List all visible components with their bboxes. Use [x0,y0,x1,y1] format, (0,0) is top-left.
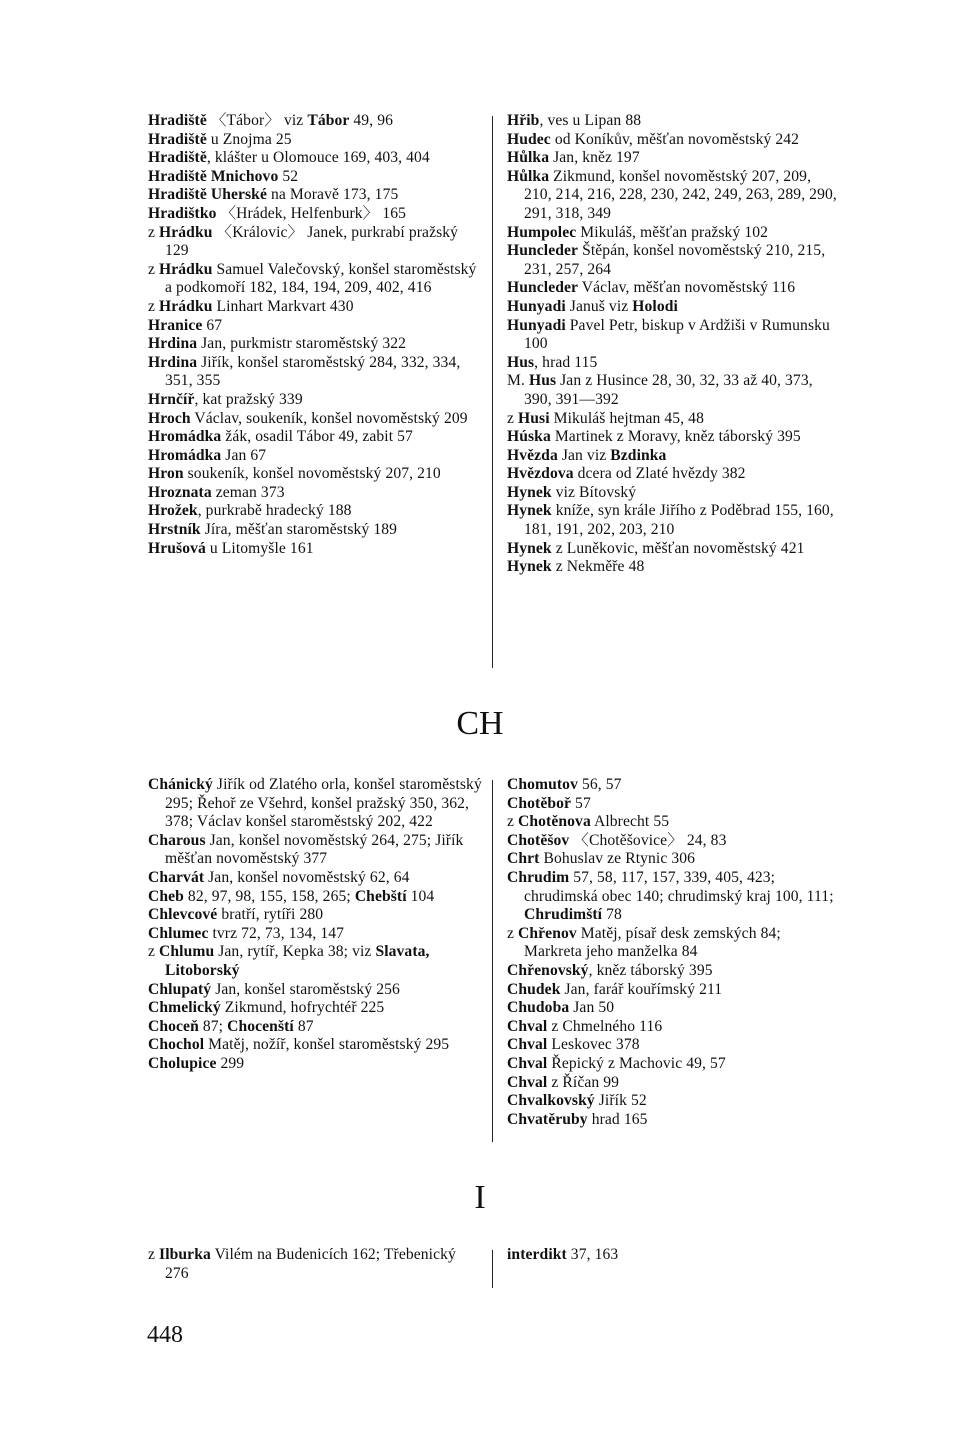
entry-headword: Charous [148,831,206,849]
entry-headword: Chocenští [227,1017,294,1035]
index-entry [148,832,482,869]
index-entry [507,1055,841,1074]
entry-headword: Chrudimští [524,906,603,924]
index-entry [148,1055,482,1074]
entry-text: Linhart Markvart 430 [212,297,354,315]
entry-text: z [148,223,160,241]
entry-headword: Chval [507,1017,548,1035]
index-entry [148,888,482,907]
index-entry [507,242,841,279]
index-entry [507,869,841,925]
entry-text: , ves u Lipan 88 [539,112,642,129]
entry-text: Jiřík od Zlatého orla, konšel staroměstský 295; Řehoř ze Všehrd, konšel pražský 350, 362, 378; Václav konšel staroměstský 202, 422 [165,776,482,831]
index-entry [507,850,841,869]
entry-text: tvrz 72, 73, 134, 147 [208,924,345,942]
entry-headword: Hradištko [148,204,217,222]
index-entry [148,447,482,466]
entry-text: viz Bítovský [551,483,637,501]
index-entry [148,521,482,540]
entry-text: , kněz táborský 395 [588,961,713,979]
entry-text: Jiřík, konšel staroměstský 284, 332, 334, 351, 355 [165,353,461,390]
index-entry [507,813,841,832]
entry-headword: Hroznata [148,483,212,501]
entry-text: 56, 57 [577,776,622,793]
index-entry [507,168,841,224]
column-divider-i [492,1250,493,1288]
index-entry [507,447,841,466]
entry-text: hrad 165 [587,1110,648,1128]
entry-headword: Chmelický [148,999,221,1017]
entry-headword: Chval [507,1054,548,1072]
entry-headword: Slavata, Litoborský [165,943,430,979]
entry-headword: Chval [507,1036,548,1054]
entry-text: Leskovec 378 [547,1036,640,1054]
entry-text: , kat pražský 339 [194,390,303,408]
index-entry [507,112,841,131]
entry-text: kníže, syn krále Jiřího z Poděbrad 155, 160, 181, 191, 202, 203, 210 [524,502,834,539]
entry-text: žák, osadil Tábor 49, zabit 57 [221,428,413,446]
entry-headword: Chrt [507,850,540,868]
entry-text: z [507,409,519,427]
entry-headword: Hrádku [159,223,213,241]
index-entry [148,776,482,832]
entry-headword: Charvát [148,868,205,886]
entry-headword: Chudek [507,980,561,998]
entry-headword: Hradiště [148,112,207,129]
entry-text: Jan, farář kouřímský 211 [560,980,723,998]
index-column-i-left [148,1246,482,1283]
entry-text: 87 [293,1017,314,1035]
entry-text: 〈Tábor〉 viz [206,112,308,129]
index-column-h-left [148,112,482,558]
entry-text: u Znojma 25 [206,130,292,148]
entry-text: 82, 97, 98, 155, 158, 265; [183,887,355,905]
entry-text: 49, 96 [349,112,393,129]
index-entry [507,502,841,539]
entry-headword: Cheb [148,887,184,905]
entry-text: Štěpán, konšel novoměstský 210, 215, 231, 257, 264 [524,242,826,278]
entry-text: Zikmund, konšel novoměstský 207, 209, 210, 214, 216, 228, 230, 242, 249, 263, 289, 290, 291, 318, 349 [524,167,837,222]
index-entry [148,298,482,317]
entry-text: Januš viz [565,297,633,315]
entry-text: Mikuláš, měšťan pražský 102 [576,223,769,241]
entry-headword: Husi [518,409,550,427]
entry-headword: Hůlka [507,149,550,167]
index-entry [507,465,841,484]
entry-text: z [148,297,160,315]
entry-headword: Cholupice [148,1054,217,1072]
entry-headword: Hynek [507,558,552,576]
index-entry [507,410,841,429]
entry-headword: Chřenov [518,924,577,942]
entry-text: dcera od Zlaté hvězdy 382 [573,465,746,483]
entry-headword: Hradiště Mnichovo [148,167,279,185]
index-entry [507,925,841,962]
entry-headword: Húska [507,428,551,446]
entry-headword: Humpolec [507,223,577,241]
entry-headword: Huncleder [507,279,579,297]
entry-text: 78 [602,906,622,924]
entry-text: z Chmelného 116 [547,1017,663,1035]
entry-headword: Hynek [507,539,552,557]
entry-text: 〈Hrádek, Helfenburk〉 165 [216,204,407,222]
entry-text: bratří, rytíři 280 [217,906,324,924]
index-entry [148,1246,482,1283]
entry-text: Pavel Petr, biskup v Ardžiši v Rumunsku 100 [524,316,830,353]
entry-text: Jan, konšel novoměstský 264, 275; Jiřík měšťan novoměstský 377 [165,831,464,868]
index-entry [507,1074,841,1093]
entry-headword: Chánický [148,776,213,793]
index-entry [507,298,841,317]
entry-headword: Hůlka [507,167,550,185]
index-entry [148,186,482,205]
entry-text: Jan, rytíř, Kepka 38; viz [214,943,376,961]
index-entry [148,391,482,410]
index-entry [148,540,482,559]
index-entry [507,354,841,373]
entry-headword: Hus [528,372,557,390]
index-entry [148,224,482,261]
entry-text: z [148,943,160,961]
index-entry [148,1018,482,1037]
entry-text: Jan, purkmistr staroměstský 322 [197,335,407,353]
entry-text: Matěj, písař desk zemských 84; Markreta jeho manželka 84 [524,924,781,961]
entry-headword: Hunyadi [507,316,566,334]
entry-headword: interdikt [507,1246,567,1263]
entry-headword: Chotěnova [518,813,591,831]
index-column-h-right [507,112,841,577]
entry-text: 52 [278,167,299,185]
index-entry [507,279,841,298]
index-entry [148,906,482,925]
entry-text: Václav, soukeník, konšel novoměstský 209 [190,409,468,427]
entry-text: 299 [216,1054,245,1072]
entry-text: u Litomyšle 161 [205,539,314,557]
entry-text: od Koníkův, měšťan novoměstský 242 [550,130,800,148]
entry-text: z Luněkovic, měšťan novoměstský 421 [551,539,805,557]
entry-headword: Hrdina [148,335,198,353]
entry-headword: Hvězdova [507,465,574,483]
entry-headword: Hunyadi [507,297,566,315]
index-entry [507,317,841,354]
entry-text: Jan viz [557,446,611,464]
index-entry [148,354,482,391]
index-entry [148,943,482,980]
index-entry [148,981,482,1000]
index-entry [148,131,482,150]
index-entry [507,372,841,409]
entry-headword: Chlevcové [148,906,218,924]
column-divider-ch [492,780,493,1142]
entry-text: Zikmund, hofrychtéř 225 [220,999,385,1017]
index-entry [507,981,841,1000]
entry-headword: Hromádka [148,446,222,464]
index-column-ch-left [148,776,482,1074]
entry-headword: Hrušová [148,539,206,557]
entry-headword: Hřib [507,112,540,129]
entry-text: Jan z Husince 28, 30, 32, 33 až 40, 373, 390, 391—392 [524,372,813,408]
entry-headword: Chotěboř [507,794,572,812]
entry-text: , klášter u Olomouce 169, 403, 404 [206,149,430,167]
entry-headword: Chvatěruby [507,1110,588,1128]
index-entry [507,540,841,559]
entry-headword: Hradiště Uherské [148,186,267,204]
index-entry [507,428,841,447]
index-entry [507,999,841,1018]
entry-headword: Hromádka [148,428,222,446]
entry-headword: Hrádku [159,260,213,278]
entry-headword: Chomutov [507,776,578,793]
entry-headword: Hrstník [148,521,201,539]
index-entry [148,428,482,447]
entry-text: z Říčan 99 [547,1073,620,1091]
entry-text: Bohuslav ze Rtynic 306 [539,850,696,868]
index-entry [507,1111,841,1130]
index-entry [148,869,482,888]
index-entry [148,335,482,354]
page-number: 448 [147,1322,183,1348]
entry-headword: Chlumu [159,943,215,961]
index-entry [148,112,482,131]
entry-text: Jan, konšel staroměstský 256 [211,980,400,998]
entry-headword: Bzdinka [610,446,667,464]
entry-headword: Holodi [632,297,678,315]
entry-text: Řepický z Machovic 49, 57 [547,1054,726,1072]
entry-text: Albrecht 55 [590,813,670,831]
index-entry [148,999,482,1018]
index-entry [507,1092,841,1111]
index-entry [148,1036,482,1055]
entry-headword: Hroch [148,409,191,427]
entry-headword: Chotěšov [507,831,570,849]
index-entry [148,261,482,298]
index-entry [148,317,482,336]
entry-text: Jan, konšel novoměstský 62, 64 [204,868,410,886]
entry-text: 67 [202,316,223,334]
index-column-i-right [507,1246,841,1265]
entry-text: , purkrabě hradecký 188 [197,502,352,520]
entry-headword: Huncleder [507,242,579,260]
index-column-ch-right [507,776,841,1129]
entry-headword: Tábor [307,112,350,129]
entry-headword: Chval [507,1073,548,1091]
entry-headword: Ilburka [159,1246,211,1263]
index-entry [148,149,482,168]
entry-text: M. [507,372,529,390]
index-entry [507,1018,841,1037]
index-entry [148,410,482,429]
entry-text: z [507,924,519,942]
index-entry [148,502,482,521]
entry-text: Jan, kněz 197 [549,149,640,167]
entry-headword: Hvězda [507,446,558,464]
entry-text: z [148,260,160,278]
section-heading-i: I [474,1179,486,1216]
entry-headword: Hron [148,465,184,483]
entry-headword: Chlumec [148,924,209,942]
entry-text: Martinek z Moravy, kněz táborský 395 [550,428,801,446]
entry-text: zeman 373 [211,483,285,501]
entry-text: 87; [198,1017,228,1035]
index-entry [507,962,841,981]
entry-headword: Chudoba [507,999,570,1017]
index-entry [507,1036,841,1055]
entry-text: Vilém na Budenicích 162; Třebenický 276 [165,1246,456,1282]
entry-headword: Chrudim [507,868,570,886]
entry-headword: Chlupatý [148,980,212,998]
entry-text: Samuel Valečovský, konšel staroměstský a podkomoří 182, 184, 194, 209, 402, 416 [165,260,477,297]
index-entry [148,465,482,484]
entry-text: z Nekměře 48 [551,558,645,576]
entry-headword: Hus [507,353,535,371]
entry-text: , hrad 115 [534,353,598,371]
index-entry [507,795,841,814]
entry-text: Mikuláš hejtman 45, 48 [549,409,704,427]
entry-text: 〈Královic〉 Janek, purkrabí pražský 129 [165,223,459,260]
entry-headword: Hrádku [159,297,213,315]
entry-headword: Hradiště [148,130,207,148]
entry-text: Václav, měšťan novoměstský 116 [578,279,796,297]
index-entry [507,1246,841,1265]
index-entry [148,205,482,224]
index-entry [148,925,482,944]
index-entry [507,558,841,577]
section-heading-ch: CH [456,705,504,742]
entry-headword: Chebští [354,887,407,905]
entry-headword: Hrnčíř [148,390,195,408]
entry-text: Matěj, nožíř, konšel staroměstský 295 [204,1036,450,1054]
entry-text: 57 [571,794,591,812]
entry-headword: Hranice [148,316,203,334]
entry-text: 104 [406,887,435,905]
entry-headword: Chochol [148,1036,205,1054]
index-entry [507,776,841,795]
entry-text: 〈Chotěšovice〉 24, 83 [569,831,727,849]
entry-headword: Hrožek [148,502,198,520]
index-entry [507,131,841,150]
index-entry [507,484,841,503]
index-entry [148,484,482,503]
index-entry [507,832,841,851]
entry-headword: Chřenovský [507,961,589,979]
entry-text: 57, 58, 117, 157, 339, 405, 423; chrudimská obec 140; chrudimský kraj 100, 111; [524,868,834,905]
entry-headword: Chvalkovský [507,1092,595,1110]
entry-text: 37, 163 [566,1246,619,1263]
entry-text: Jan 50 [569,999,615,1017]
entry-headword: Hudec [507,130,551,148]
index-entry [148,168,482,187]
entry-headword: Hynek [507,483,552,501]
entry-text: na Moravě 173, 175 [266,186,399,204]
entry-text: z [148,1246,160,1263]
entry-text: Jan 67 [221,446,267,464]
entry-text: Jiřík 52 [594,1092,647,1110]
entry-headword: Hynek [507,502,552,520]
entry-text: soukeník, konšel novoměstský 207, 210 [183,465,441,483]
entry-text: Jíra, měšťan staroměstský 189 [200,521,398,539]
entry-text: z [507,813,519,831]
index-entry [507,149,841,168]
index-entry [507,224,841,243]
entry-headword: Choceň [148,1017,199,1035]
entry-headword: Hradiště [148,149,207,167]
entry-headword: Hrdina [148,353,198,371]
column-divider-h [492,116,493,668]
